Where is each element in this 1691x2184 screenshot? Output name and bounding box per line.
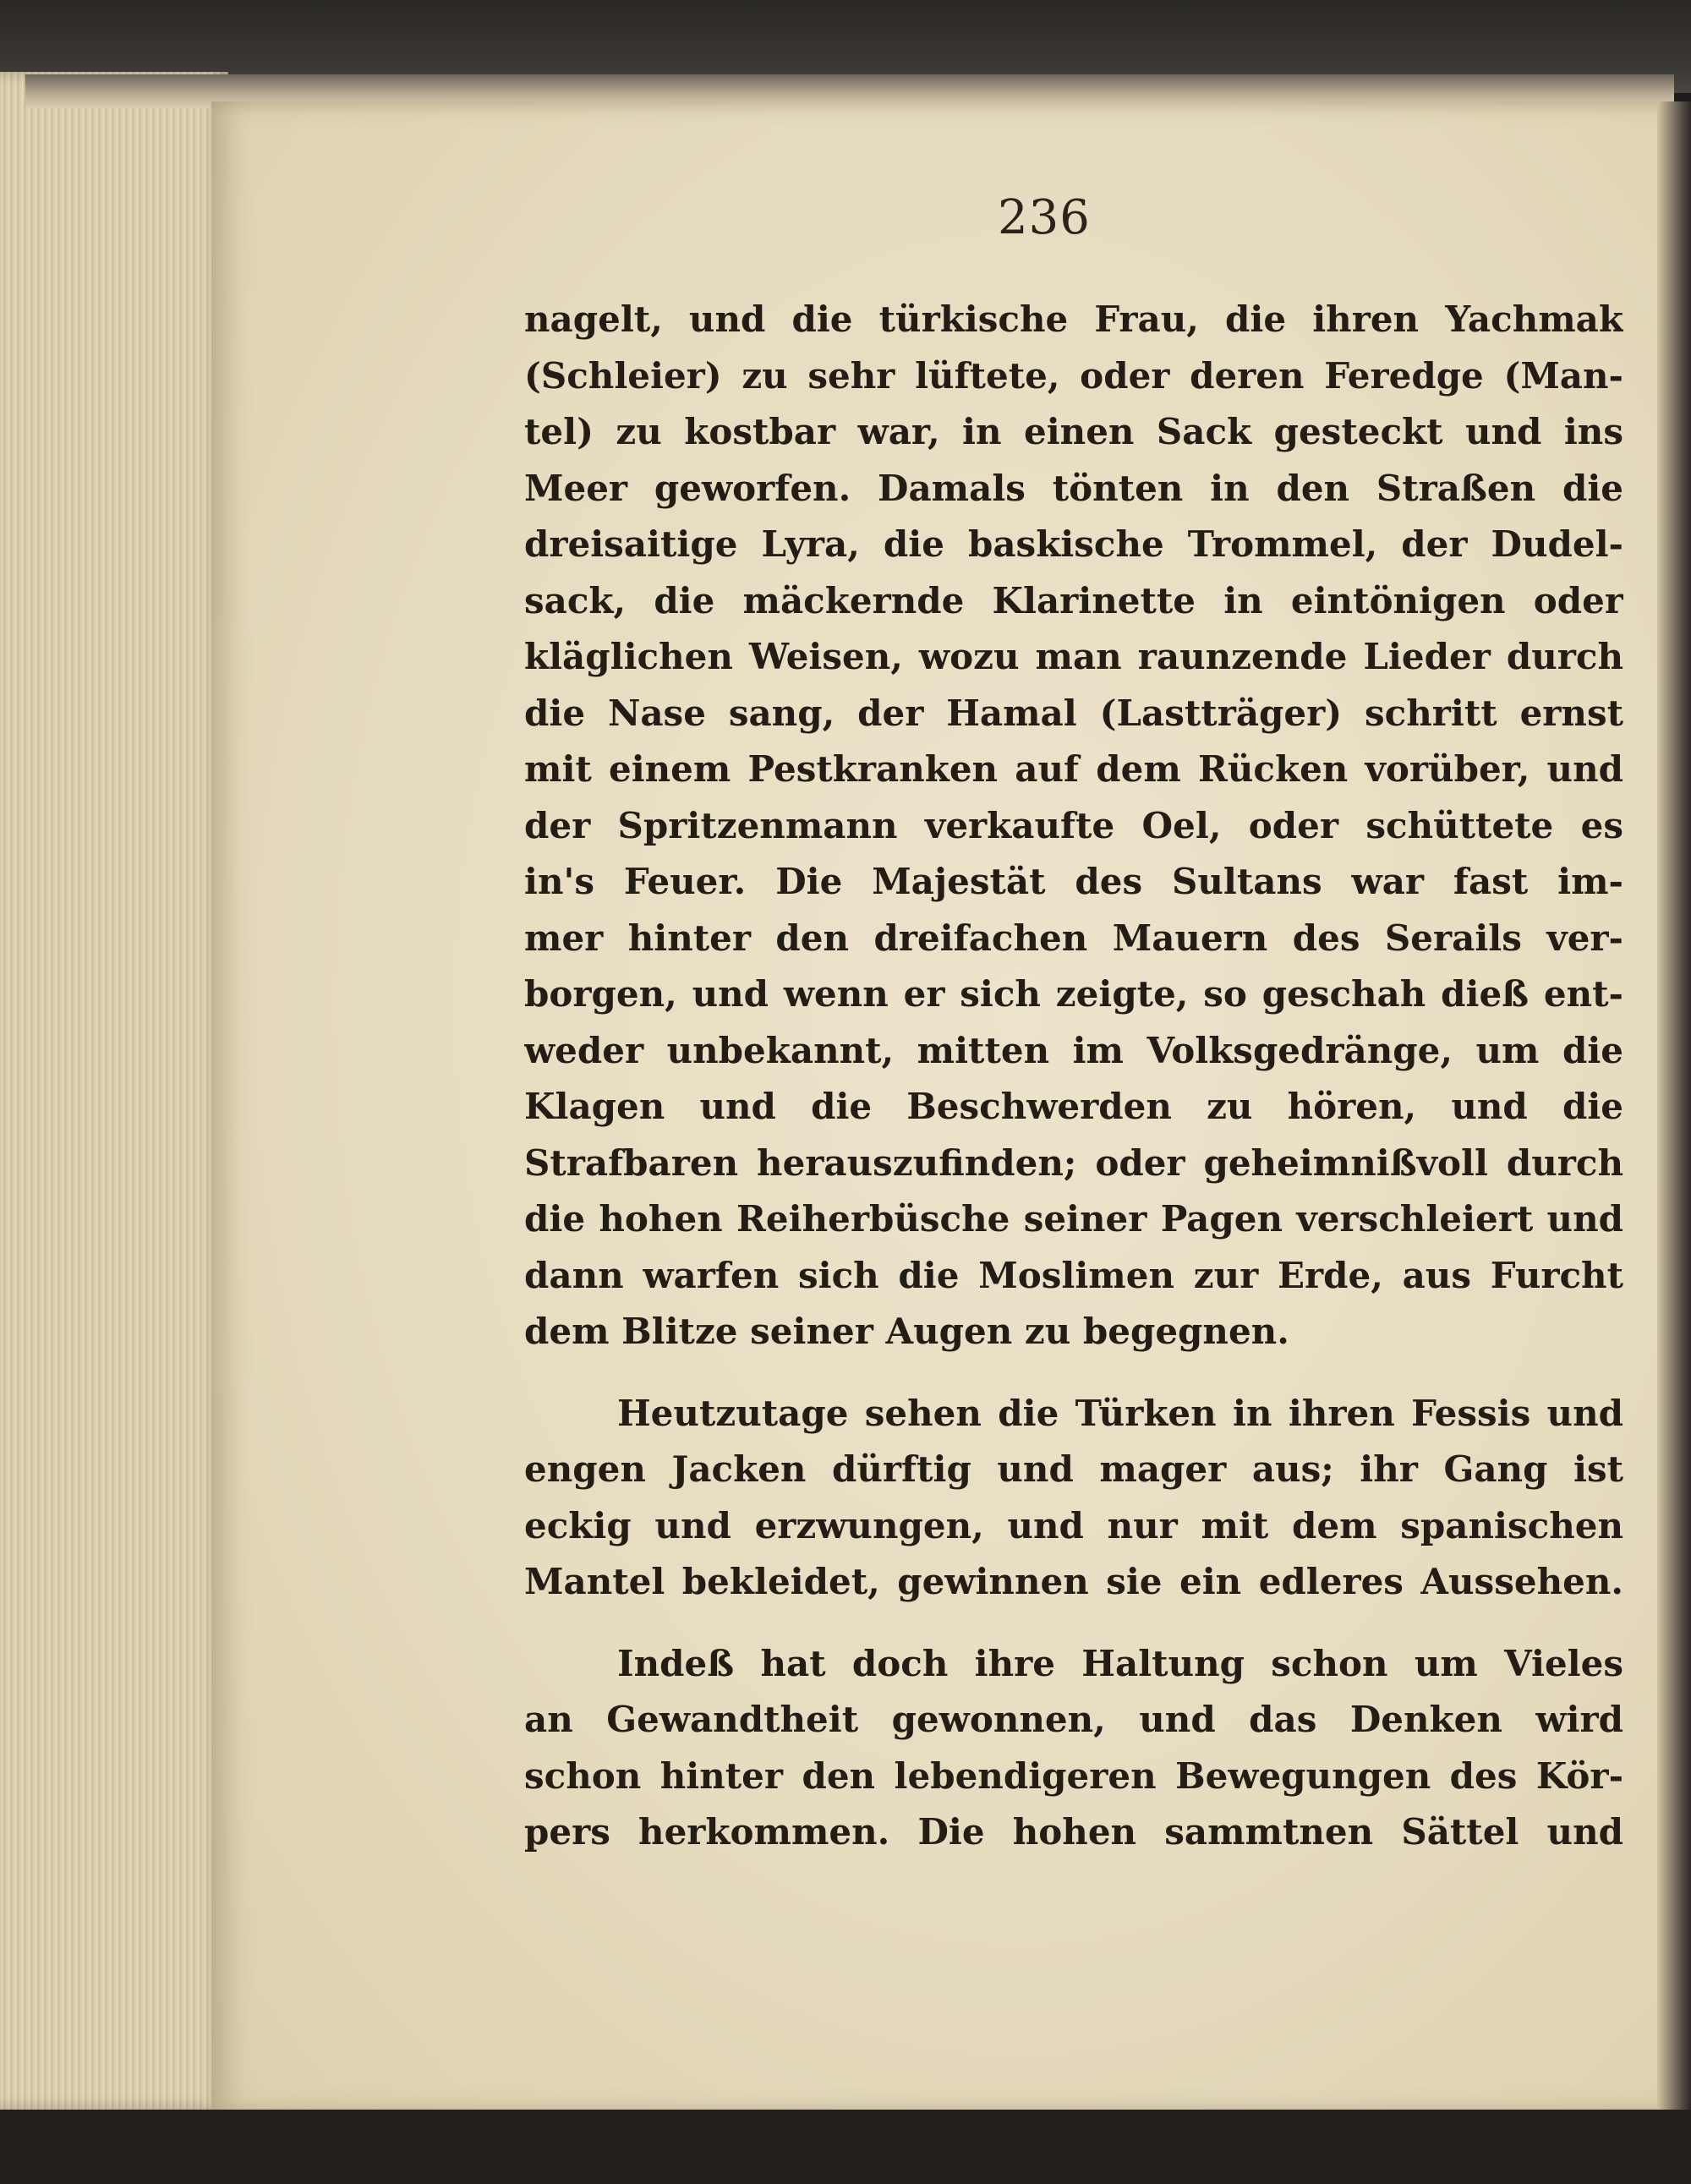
paragraph-gap — [524, 1360, 1623, 1386]
text-line: Mantel bekleidet, gewinnen sie ein edleres Aussehen. — [524, 1561, 1623, 1602]
text-line: die Nase sang, der Hamal (Lastträger) schritt ernst — [524, 692, 1623, 734]
text-line: Meer geworfen. Damals tönten in den Straßen die — [524, 467, 1623, 509]
paragraph — [524, 1636, 1623, 1861]
text-line: an Gewandtheit gewonnen, und das Denken wird — [524, 1699, 1623, 1740]
page-stack-edge — [0, 72, 228, 2110]
text-line: (Schleier) zu sehr lüftete, oder deren Feredge (Man- — [524, 354, 1623, 397]
book-gutter-right — [1657, 101, 1691, 2114]
text-line: weder unbekannt, mitten im Volksgedränge, um die — [524, 1029, 1623, 1071]
paragraph-gap — [524, 1611, 1623, 1636]
text-line: sack, die mäckernde Klarinette in eintönigen oder — [524, 579, 1623, 621]
text-line: Klagen und die Beschwerden zu hören, und die — [524, 1086, 1623, 1127]
text-line: dann warfen sich die Moslimen zur Erde, aus Furcht — [524, 1254, 1623, 1296]
text-line: tel) zu kostbar war, in einen Sack gesteckt und ins — [524, 411, 1623, 452]
text-line: in's Feuer. Die Majestät des Sultans war fast im- — [524, 861, 1623, 902]
text-line: Heutzutage sehen die Türken in ihren Fessis und — [617, 1392, 1623, 1434]
body-text — [524, 292, 1623, 1861]
text-line: mit einem Pestkranken auf dem Rücken vorüber, und — [524, 748, 1623, 790]
text-line: der Spritzenmann verkaufte Oel, oder schüttete es — [524, 804, 1623, 846]
paragraph — [524, 292, 1623, 1360]
text-line: pers herkommen. Die hohen sammtnen Sättel und — [524, 1811, 1623, 1853]
text-line: die hohen Reiherbüsche seiner Pagen verschleiert und — [524, 1198, 1623, 1240]
page-number: 236 — [998, 190, 1091, 245]
paragraph — [524, 1386, 1623, 1611]
text-line: dem Blitze seiner Augen zu begegnen. — [524, 1311, 1289, 1352]
text-line: eckig und erzwungen, und nur mit dem spanischen — [524, 1504, 1623, 1546]
text-line: kläglichen Weisen, wozu man raunzende Lieder durch — [524, 636, 1623, 677]
text-line: schon hinter den lebendigeren Bewegungen des Kör- — [524, 1754, 1623, 1797]
text-line: borgen, und wenn er sich zeigte, so geschah dieß ent- — [524, 973, 1623, 1015]
text-line: Indeß hat doch ihre Haltung schon um Vieles — [617, 1642, 1623, 1684]
text-line: mer hinter den dreifachen Mauern des Serails ver- — [524, 917, 1623, 959]
text-line: Strafbaren herauszufinden; oder geheimnißvoll durch — [524, 1141, 1623, 1184]
background-bottom — [0, 2110, 1691, 2184]
text-line: nagelt, und die türkische Frau, die ihren Yachmak — [524, 298, 1623, 340]
text-line: dreisaitige Lyra, die baskische Trommel, der Dudel- — [524, 523, 1623, 565]
text-line: engen Jacken dürftig und mager aus; ihr Gang ist — [524, 1448, 1623, 1490]
